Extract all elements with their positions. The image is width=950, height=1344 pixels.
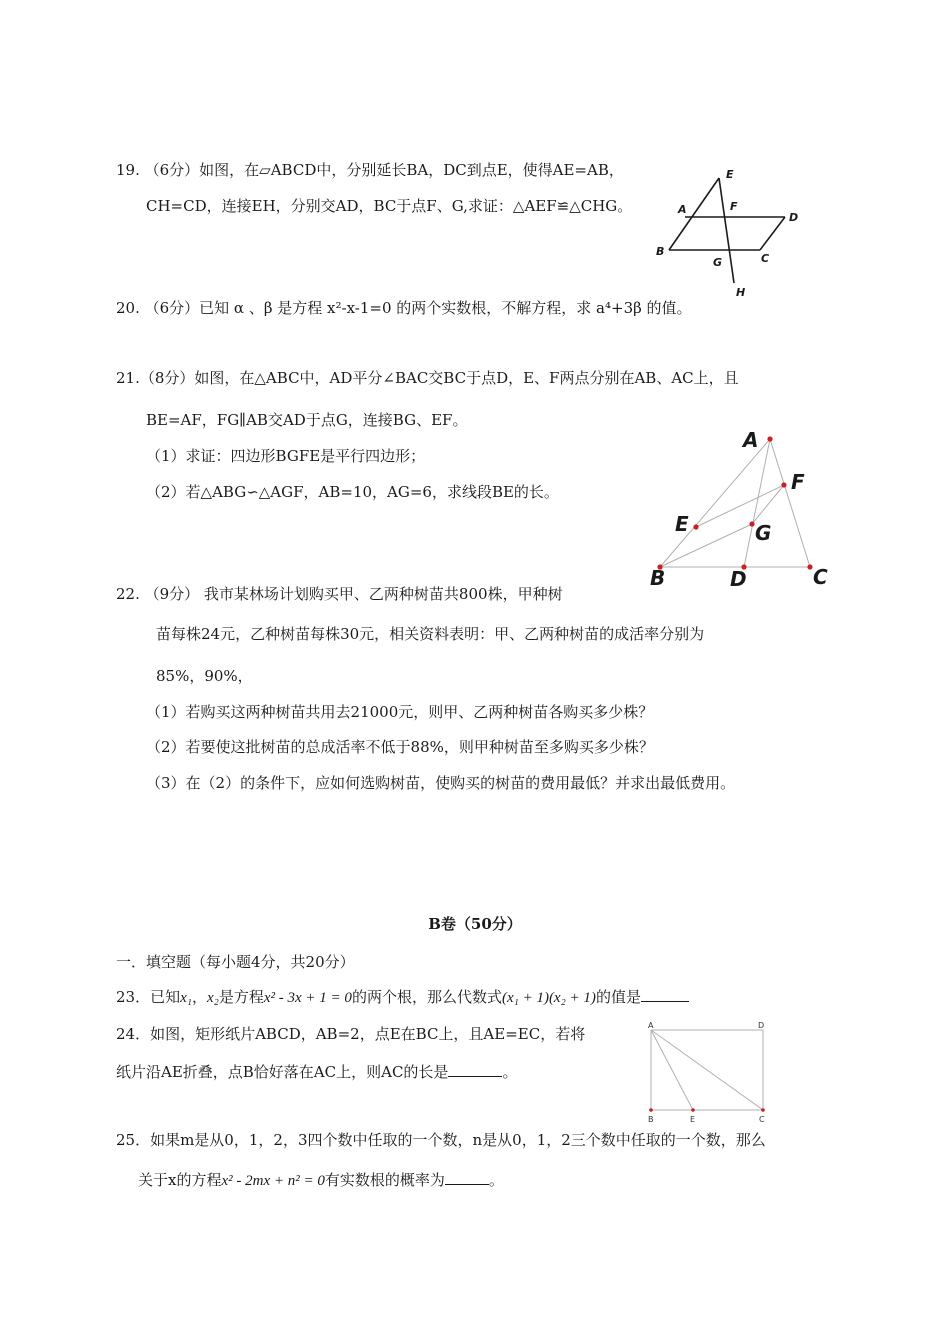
q25-answer-blank[interactable]: [445, 1170, 489, 1185]
q21-label-f: F: [791, 470, 805, 494]
q23-line: [116, 987, 689, 1008]
q23-x1: x₁: [180, 990, 192, 1006]
q21-label-g: G: [755, 521, 772, 545]
q25-line2-suffix: 。: [488, 1171, 504, 1189]
q24-label-a: A: [648, 1021, 654, 1030]
q23-equation: x² - 3x + 1 = 0: [263, 990, 352, 1006]
q24-rectangle-figure: [644, 1018, 774, 1128]
q23-answer-blank[interactable]: [641, 987, 689, 1002]
q19-label-c: C: [761, 252, 770, 265]
q25-line2-prefix: 关于x的方程: [138, 1171, 222, 1189]
q19-label-e: E: [726, 168, 734, 181]
q21-label-a: A: [743, 428, 759, 452]
q25-line2-mid: 有实数根的概率为: [324, 1171, 445, 1189]
q25-equation: x² - 2mx + n² = 0: [221, 1173, 325, 1189]
q23-prefix: 23．已知: [116, 988, 181, 1006]
q19-label-d: D: [789, 211, 799, 224]
q21-line1: 21.（8分）如图，在△ABC中，AD平分∠BAC交BC于点D，E、F两点分别在AB、AC上，且: [116, 369, 739, 387]
q24-label-c: C: [759, 1115, 765, 1124]
q24-label-e: E: [690, 1115, 696, 1124]
q21-part2: （2）若△ABG∽△AGF，AB=10，AG=6，求线段BE的长。: [146, 483, 559, 501]
q22-part1: （1）若购买这两种树苗共用去21000元，则甲、乙两种树苗各购买多少株？: [146, 703, 654, 721]
q19-label-g: G: [713, 256, 723, 269]
q23-mid2: 的两个根，那么代数式: [351, 988, 502, 1006]
q20-line1: 20. （6分）已知 α 、β 是方程 x²-x-1=0 的两个实数根，不解方程，求 a⁴+3β 的值。: [116, 299, 692, 317]
q21-line2: BE=AF，FG∥AB交AD于点G，连接BG、EF。: [146, 411, 468, 429]
q22-part3: （3）在（2）的条件下，应如何选购树苗，使购买的树苗的费用最低？并求出最低费用。: [146, 774, 736, 792]
q19-label-a: A: [678, 203, 687, 216]
q23-sep: ，: [191, 988, 207, 1006]
q19-label-f: F: [730, 200, 738, 213]
q21-label-b: B: [650, 566, 666, 590]
q22-line1: 22. （9分） 我市某林场计划购买甲、乙两种树苗共800株，甲种树: [116, 585, 563, 603]
q23-expression: (x₁ + 1)(x₂ + 1): [501, 990, 596, 1006]
q22-line3: 85%，90%，: [156, 667, 253, 685]
q21-part1: （1）求证：四边形BGFE是平行四边形；: [146, 447, 426, 465]
q25-line2: [138, 1170, 504, 1191]
q24-line2-prefix: 纸片沿AE折叠，点B恰好落在AC上，则AC的长是: [116, 1063, 449, 1081]
q24-line2-suffix: 。: [502, 1063, 518, 1081]
q19-parallelogram-figure: [650, 165, 810, 300]
q24-line1: 24．如图，矩形纸片ABCD，AB=2，点E在BC上，且AE=EC，若将: [116, 1025, 586, 1043]
q24-label-d: D: [758, 1021, 765, 1030]
q19-label-h: H: [736, 286, 746, 299]
q24-label-b: B: [648, 1115, 654, 1124]
q21-label-e: E: [675, 512, 689, 536]
q19-label-b: B: [656, 245, 665, 258]
q24-answer-blank[interactable]: [448, 1062, 502, 1077]
q21-triangle-figure: [640, 425, 840, 590]
q22-part2: （2）若要使这批树苗的总成活率不低于88%，则甲种树苗至多购买多少株？: [146, 738, 654, 756]
q21-label-d: D: [730, 567, 747, 590]
section-b-title: B卷（50分）: [428, 915, 522, 933]
fill-blank-heading: 一．填空题（每小题4分，共20分）: [116, 953, 355, 971]
q23-suffix: 的值是: [595, 988, 641, 1006]
q24-line2: [116, 1062, 517, 1082]
q23-mid: 是方程: [218, 988, 264, 1006]
q19-line1: 19. （6分）如图，在▱ABCD中，分别延长BA，DC到点E，使得AE=AB，: [116, 161, 624, 179]
q22-line2: 苗每株24元，乙种树苗每株30元，相关资料表明：甲、乙两种树苗的成活率分别为: [156, 625, 705, 643]
q19-line2: CH=CD，连接EH，分别交AD，BC于点F、G,求证：△AEF≌△CHG。: [146, 197, 633, 215]
q23-x2: x₂: [206, 990, 219, 1006]
q21-label-c: C: [813, 565, 828, 589]
q25-line1: 25．如果m是从0，1，2，3四个数中任取的一个数，n是从0，1，2三个数中任取的一个数，那么: [116, 1131, 766, 1149]
